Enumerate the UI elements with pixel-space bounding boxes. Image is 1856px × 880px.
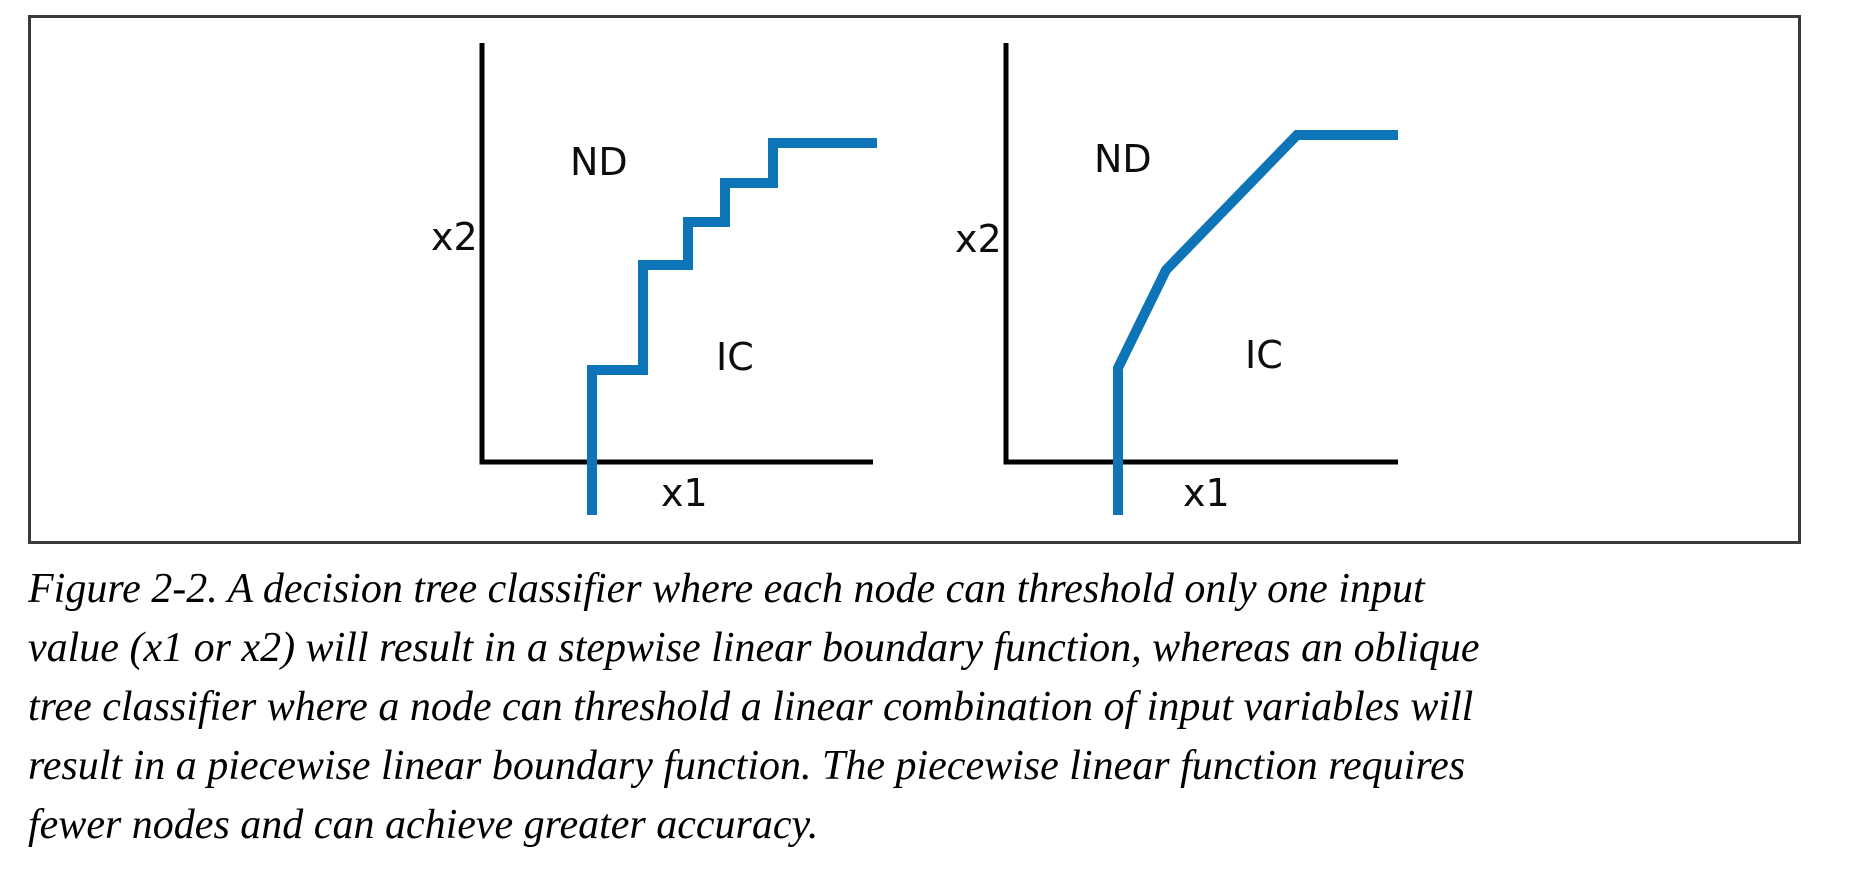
right-plot-y-axis-label: x2 [955, 217, 1002, 261]
caption-line: result in a piecewise linear boundary function. The piecewise linear function requires [28, 743, 1466, 789]
caption-line: tree classifier where a node can threshold a linear combination of input variables will [28, 684, 1474, 730]
figure-caption [28, 560, 1818, 855]
left-plot-x-axis-label: x1 [661, 471, 708, 515]
right-plot-x-axis-label: x1 [1183, 471, 1230, 515]
caption-line: fewer nodes and can achieve greater accuracy. [28, 802, 819, 848]
caption-line: value (x1 or x2) will result in a stepwise linear boundary function, whereas an oblique [28, 625, 1480, 671]
left-plot-y-axis-label: x2 [431, 215, 478, 259]
right-plot-region-label-ic: IC [1245, 333, 1283, 377]
right-plot-region-label-nd: ND [1094, 137, 1152, 181]
left-plot-region-label-nd: ND [570, 140, 628, 184]
left-plot-region-label-ic: IC [716, 335, 754, 379]
caption-line: Figure 2-2. A decision tree classifier where each node can threshold only one input [28, 566, 1425, 612]
figure-box [28, 15, 1801, 544]
